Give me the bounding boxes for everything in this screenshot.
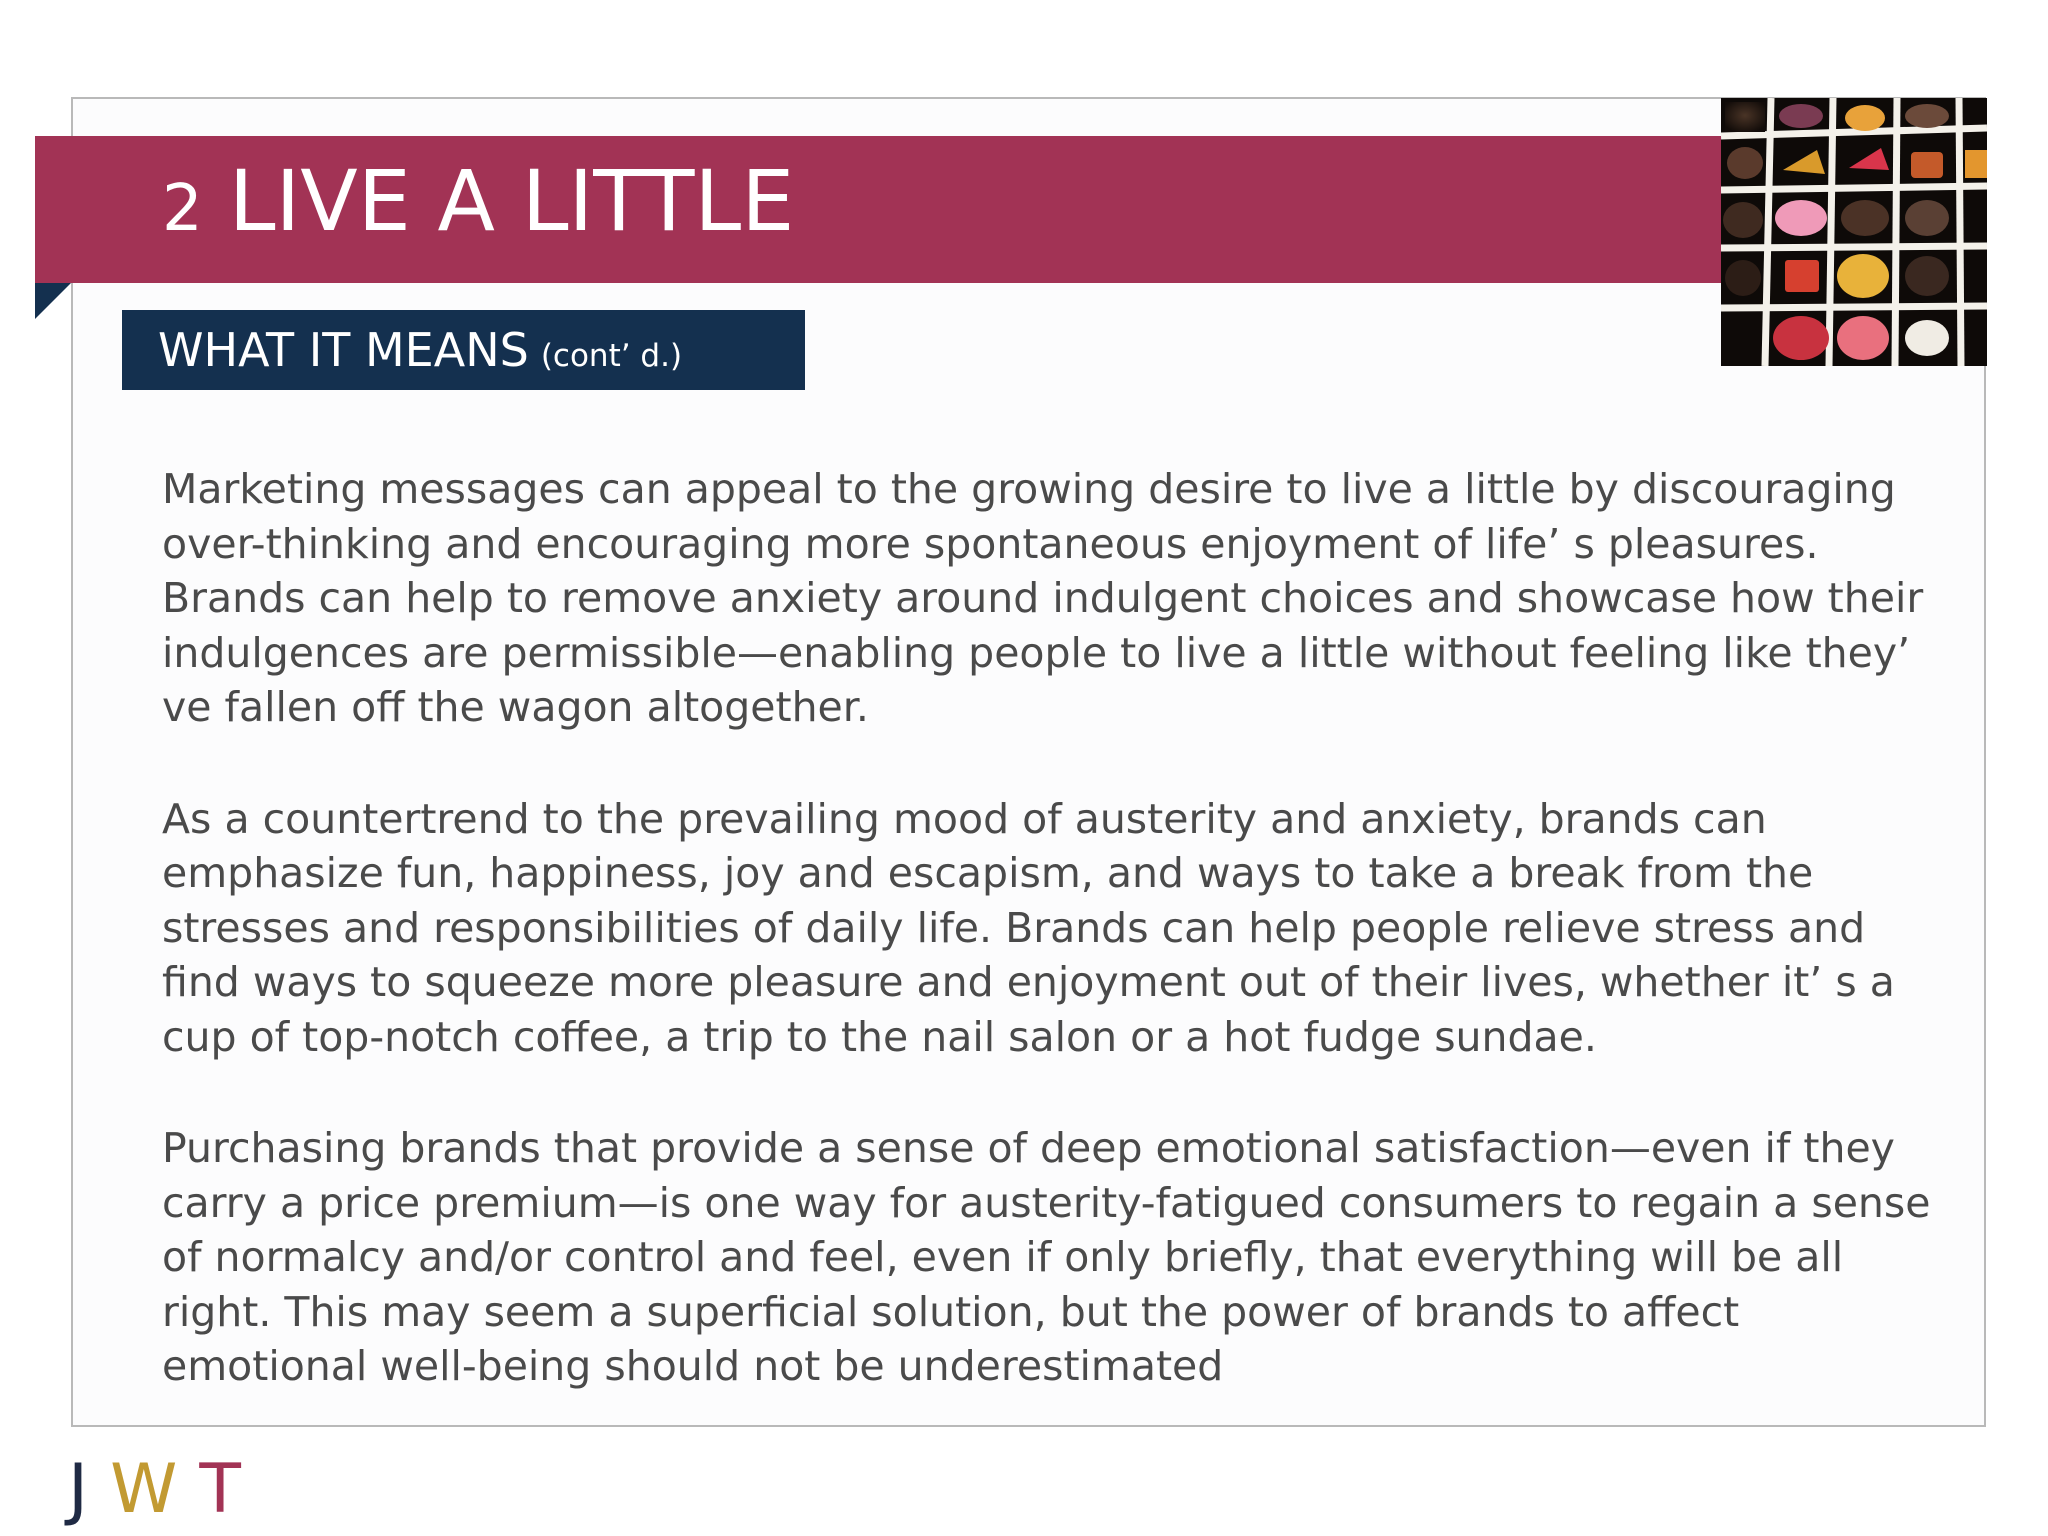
- subheading: [158, 323, 682, 377]
- subheading-label: WHAT IT MEANS: [158, 323, 529, 377]
- paragraph-3: Purchasing brands that provide a sense of deep emotional satisfaction—even if they carry a price premium—is one way for austerity-fatigued consumers to regain a sense of normalcy and/or control and feel, even if only briefly, that everything will be all right. This may seem a superficial solution, but the power of brands to affect emotional well-being should not be underestimated: [162, 1124, 1931, 1390]
- logo-letter-t: T: [199, 1450, 241, 1529]
- paragraph-2: As a countertrend to the prevailing mood of austerity and anxiety, brands can emphasize fun, happiness, joy and escapism, and ways to take a break from the stresses and responsibilities of daily life. Brands can help people relieve stress and find ways to squeeze more pleasure and enjoyment out of their lives, whether it’ s a cup of top-notch coffee, a trip to the nail salon or a hot fudge sundae.: [162, 794, 1895, 1061]
- title-text: LIVE A LITTLE: [228, 152, 795, 250]
- subheading-box: [122, 310, 805, 390]
- paragraph-1: Marketing messages can appeal to the growing desire to live a little by discouraging over-thinking and encouraging more spontaneous enjoyment of life’ s pleasures. Brands can help to remove anxiety around indulgent choices and showcase how their indulgences are permissible—enabling people to live a little without feeling like they’ ve fallen off the wagon altogether.: [162, 465, 1924, 731]
- subheading-note: (cont’ d.): [540, 338, 683, 374]
- chocolate-box-image: [1721, 98, 1987, 366]
- title-number: 2: [162, 172, 203, 246]
- slide-title: [162, 146, 794, 256]
- logo-letter-w: W: [110, 1450, 178, 1529]
- banner-fold: [35, 283, 71, 319]
- body-text: [162, 462, 1932, 1451]
- jwt-logo: [68, 1450, 263, 1530]
- logo-letter-j: J: [68, 1450, 89, 1529]
- chocolate-box-illustration: [1721, 98, 1987, 366]
